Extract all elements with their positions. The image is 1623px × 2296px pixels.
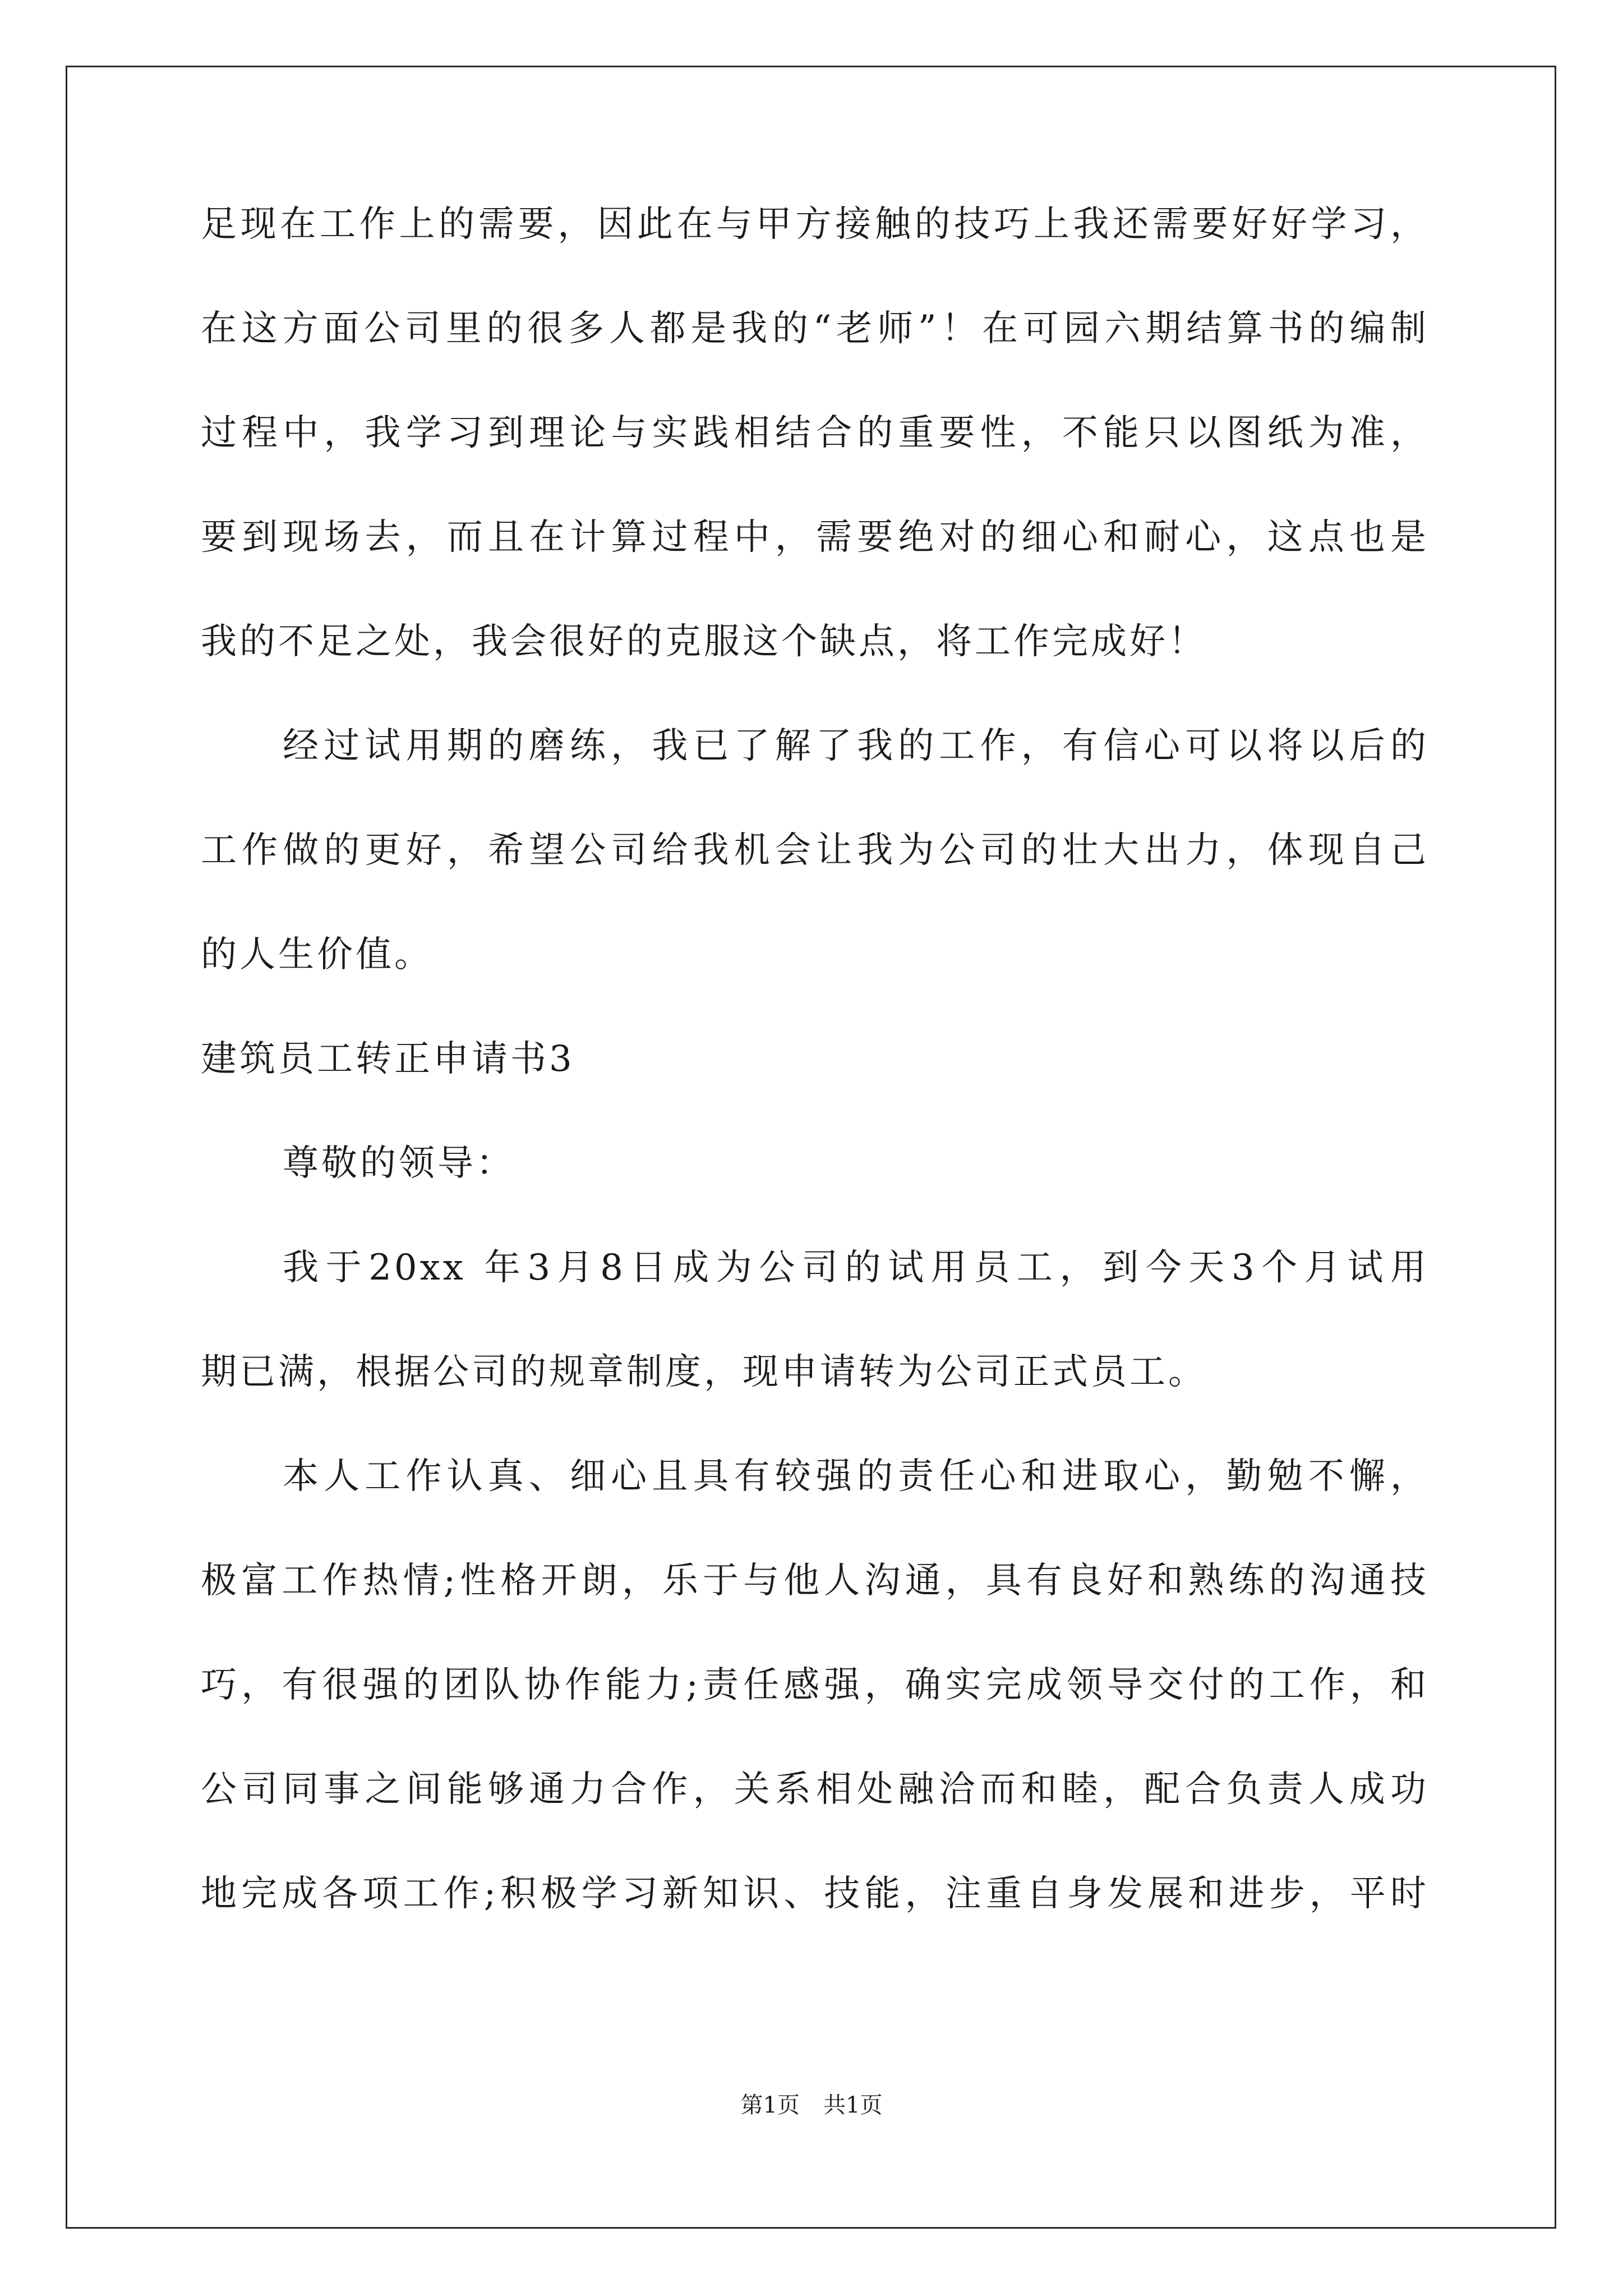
text-line: 工作做的更好，希望公司给我机会让我为公司的壮大出力，体现自己 xyxy=(201,830,1429,871)
page-footer xyxy=(0,2091,1623,2119)
text-line: 要到现场去，而且在计算过程中，需要绝对的细心和耐心，这点也是 xyxy=(201,517,1429,558)
page-number: 第1页 xyxy=(740,2092,800,2118)
text-line: 地完成各项工作;积极学习新知识、技能，注重自身发展和进步，平时 xyxy=(201,1873,1429,1915)
section-heading: 建筑员工转正申请书3 xyxy=(201,1038,575,1080)
text-line: 我的不足之处，我会很好的克服这个缺点，将工作完成好！ xyxy=(201,621,1207,662)
text-line: 的人生价值。 xyxy=(201,934,433,976)
text-line: 期已满，根据公司的规章制度，现申请转为公司正式员工。 xyxy=(201,1351,1207,1393)
page-total: 共1页 xyxy=(823,2092,883,2118)
text-line: 巧，有很强的团队协作能力;责任感强，确实完成领导交付的工作，和 xyxy=(201,1664,1429,1706)
text-line: 足现在工作上的需要，因此在与甲方接触的技巧上我还需要好好学习， xyxy=(201,204,1429,245)
text-line: 过程中，我学习到理论与实践相结合的重要性，不能只以图纸为准， xyxy=(201,412,1429,454)
text-line: 在这方面公司里的很多人都是我的“老师”！在可园六期结算书的编制 xyxy=(201,308,1429,349)
text-line: 公司同事之间能够通力合作，关系相处融洽而和睦，配合负责人成功 xyxy=(201,1769,1429,1810)
paragraph-first-line: 我于20xx 年3月8日成为公司的试用员工，到今天3个月试用 xyxy=(283,1247,1429,1289)
paragraph-first-line: 本人工作认真、细心且具有较强的责任心和进取心，勤勉不懈， xyxy=(283,1456,1429,1497)
paragraph-first-line: 经过试用期的磨练，我已了解了我的工作，有信心可以将以后的 xyxy=(283,725,1429,767)
salutation: 尊敬的领导： xyxy=(283,1143,515,1184)
text-line: 极富工作热情;性格开朗，乐于与他人沟通，具有良好和熟练的沟通技 xyxy=(201,1560,1429,1602)
